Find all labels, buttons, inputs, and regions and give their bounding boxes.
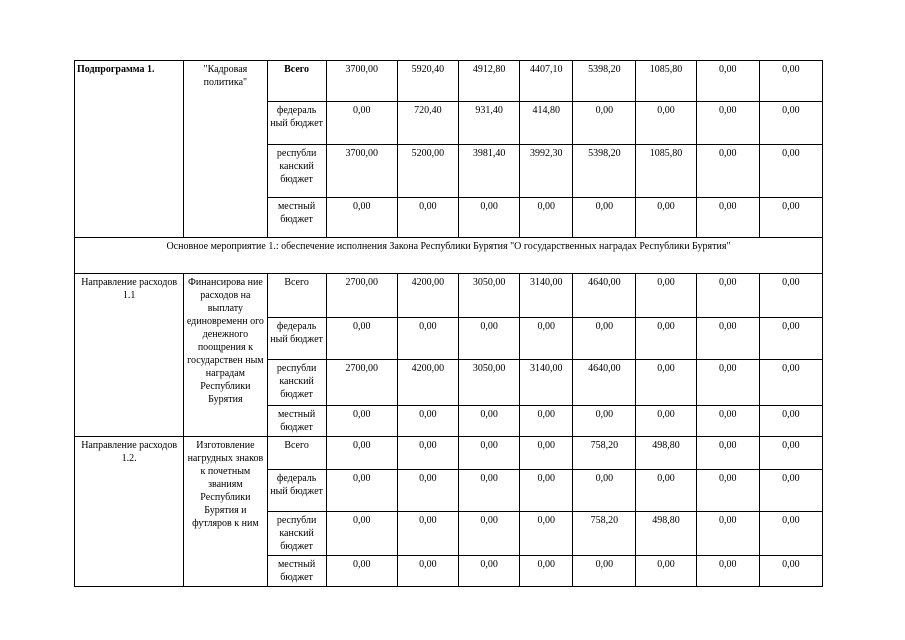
value-cell: 3050,00 xyxy=(459,274,520,318)
value-cell: 0,00 xyxy=(573,470,636,512)
value-cell: 3050,00 xyxy=(459,360,520,406)
table-row xyxy=(75,274,823,318)
direction-label: Направление расходов 1.1 xyxy=(75,274,184,437)
funding-type-cell: Всего xyxy=(267,437,326,470)
value-cell: 0,00 xyxy=(397,406,458,437)
funding-type-cell: местный бюджет xyxy=(267,198,326,238)
direction-name: Финансирова ние расходов на выплату единовременн ого денежного поощрения к государствен ным наградам Республики Бурятия xyxy=(184,274,267,437)
value-cell: 0,00 xyxy=(636,360,696,406)
value-cell: 0,00 xyxy=(636,406,696,437)
value-cell: 4640,00 xyxy=(573,360,636,406)
value-cell: 0,00 xyxy=(326,318,397,360)
value-cell: 0,00 xyxy=(759,437,822,470)
value-cell: 0,00 xyxy=(696,198,759,238)
value-cell: 3981,40 xyxy=(459,145,520,198)
value-cell: 0,00 xyxy=(636,198,696,238)
table-row xyxy=(75,238,823,274)
value-cell: 3992,30 xyxy=(520,145,573,198)
value-cell: 0,00 xyxy=(326,556,397,587)
value-cell: 0,00 xyxy=(696,318,759,360)
value-cell: 5398,20 xyxy=(573,145,636,198)
value-cell: 0,00 xyxy=(326,470,397,512)
value-cell: 0,00 xyxy=(459,198,520,238)
main-event-heading: Основное мероприятие 1.: обеспечение исполнения Закона Республики Бурятия "О государственных наградах Республики Бурятия" xyxy=(75,238,823,274)
value-cell: 720,40 xyxy=(397,102,458,145)
value-cell: 0,00 xyxy=(759,470,822,512)
value-cell: 0,00 xyxy=(696,512,759,556)
value-cell: 0,00 xyxy=(759,198,822,238)
value-cell: 0,00 xyxy=(636,102,696,145)
value-cell: 0,00 xyxy=(520,512,573,556)
value-cell: 0,00 xyxy=(573,102,636,145)
value-cell: 0,00 xyxy=(326,437,397,470)
value-cell: 3700,00 xyxy=(326,145,397,198)
value-cell: 0,00 xyxy=(759,145,822,198)
value-cell: 414,80 xyxy=(520,102,573,145)
funding-type-cell: местный бюджет xyxy=(267,406,326,437)
funding-type-cell: республи канский бюджет xyxy=(267,512,326,556)
value-cell: 0,00 xyxy=(397,198,458,238)
value-cell: 3700,00 xyxy=(326,61,397,102)
subprogram-name: "Кадровая политика" xyxy=(184,61,267,238)
value-cell: 1085,80 xyxy=(636,61,696,102)
value-cell: 0,00 xyxy=(326,406,397,437)
value-cell: 0,00 xyxy=(520,406,573,437)
value-cell: 0,00 xyxy=(326,102,397,145)
funding-type-cell: федераль ный бюджет xyxy=(267,318,326,360)
value-cell: 0,00 xyxy=(397,437,458,470)
value-cell: 0,00 xyxy=(520,198,573,238)
value-cell: 0,00 xyxy=(459,556,520,587)
value-cell: 0,00 xyxy=(397,470,458,512)
value-cell: 0,00 xyxy=(759,556,822,587)
direction-label: Направление расходов 1.2. xyxy=(75,437,184,587)
value-cell: 0,00 xyxy=(397,556,458,587)
subprogram-label: Подпрограмма 1. xyxy=(75,61,184,238)
value-cell: 2700,00 xyxy=(326,360,397,406)
value-cell: 0,00 xyxy=(520,470,573,512)
value-cell: 0,00 xyxy=(759,318,822,360)
value-cell: 1085,80 xyxy=(636,145,696,198)
table-row xyxy=(75,437,823,470)
table-row xyxy=(75,61,823,102)
value-cell: 0,00 xyxy=(696,145,759,198)
value-cell: 0,00 xyxy=(636,470,696,512)
value-cell: 0,00 xyxy=(573,556,636,587)
value-cell: 0,00 xyxy=(759,512,822,556)
value-cell: 0,00 xyxy=(459,437,520,470)
value-cell: 4912,80 xyxy=(459,61,520,102)
value-cell: 5920,40 xyxy=(397,61,458,102)
value-cell: 5200,00 xyxy=(397,145,458,198)
value-cell: 0,00 xyxy=(520,556,573,587)
value-cell: 0,00 xyxy=(397,512,458,556)
value-cell: 0,00 xyxy=(696,360,759,406)
value-cell: 0,00 xyxy=(696,556,759,587)
value-cell: 3140,00 xyxy=(520,360,573,406)
value-cell: 0,00 xyxy=(573,318,636,360)
value-cell: 0,00 xyxy=(459,406,520,437)
value-cell: 0,00 xyxy=(573,406,636,437)
value-cell: 758,20 xyxy=(573,512,636,556)
value-cell: 0,00 xyxy=(520,437,573,470)
value-cell: 0,00 xyxy=(696,274,759,318)
value-cell: 0,00 xyxy=(459,512,520,556)
value-cell: 498,80 xyxy=(636,512,696,556)
funding-type-cell: Всего xyxy=(267,274,326,318)
funding-type-cell: республи канский бюджет xyxy=(267,145,326,198)
value-cell: 758,20 xyxy=(573,437,636,470)
value-cell: 4200,00 xyxy=(397,360,458,406)
value-cell: 0,00 xyxy=(636,274,696,318)
value-cell: 0,00 xyxy=(326,198,397,238)
value-cell: 0,00 xyxy=(759,61,822,102)
value-cell: 498,80 xyxy=(636,437,696,470)
value-cell: 0,00 xyxy=(696,102,759,145)
value-cell: 0,00 xyxy=(696,437,759,470)
value-cell: 0,00 xyxy=(696,406,759,437)
funding-type-cell: федераль ный бюджет xyxy=(267,470,326,512)
direction-name: Изготовление нагрудных знаков к почетным званиям Республики Бурятия и футляров к ним xyxy=(184,437,267,587)
funding-type-cell: местный бюджет xyxy=(267,556,326,587)
value-cell: 0,00 xyxy=(636,556,696,587)
value-cell: 0,00 xyxy=(759,406,822,437)
budget-table xyxy=(74,60,823,587)
value-cell: 0,00 xyxy=(759,274,822,318)
value-cell: 0,00 xyxy=(573,198,636,238)
funding-type-cell: федераль ный бюджет xyxy=(267,102,326,145)
value-cell: 0,00 xyxy=(459,318,520,360)
value-cell: 5398,20 xyxy=(573,61,636,102)
value-cell: 4200,00 xyxy=(397,274,458,318)
value-cell: 2700,00 xyxy=(326,274,397,318)
value-cell: 0,00 xyxy=(759,102,822,145)
value-cell: 0,00 xyxy=(696,470,759,512)
value-cell: 3140,00 xyxy=(520,274,573,318)
value-cell: 0,00 xyxy=(520,318,573,360)
funding-type-cell: Всего xyxy=(267,61,326,102)
value-cell: 0,00 xyxy=(696,61,759,102)
value-cell: 0,00 xyxy=(636,318,696,360)
value-cell: 931,40 xyxy=(459,102,520,145)
value-cell: 4407,10 xyxy=(520,61,573,102)
funding-type-cell: республи канский бюджет xyxy=(267,360,326,406)
value-cell: 0,00 xyxy=(459,470,520,512)
value-cell: 0,00 xyxy=(759,360,822,406)
value-cell: 0,00 xyxy=(326,512,397,556)
value-cell: 4640,00 xyxy=(573,274,636,318)
value-cell: 0,00 xyxy=(397,318,458,360)
